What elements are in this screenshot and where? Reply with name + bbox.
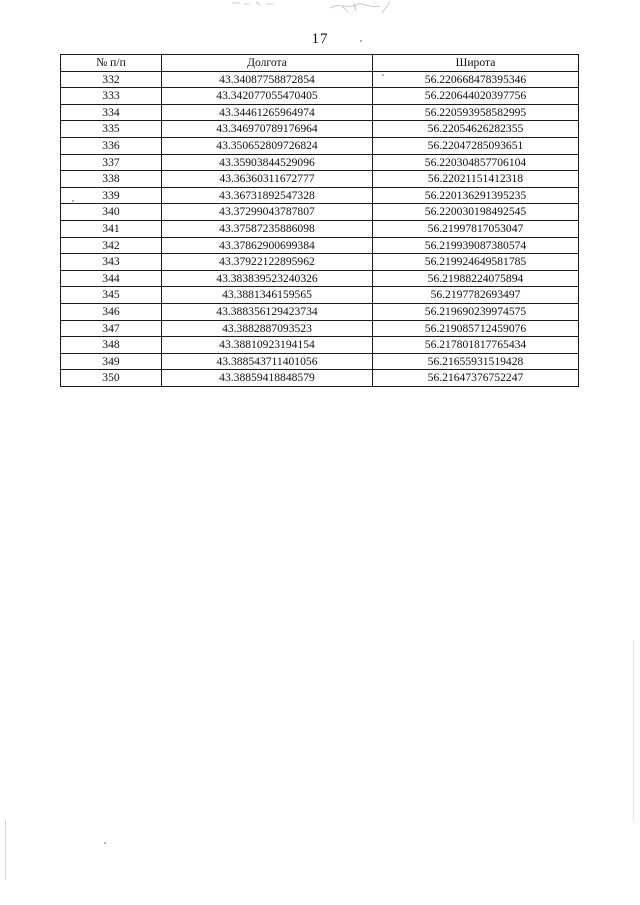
- cell-number: 334: [61, 104, 162, 121]
- cell-number: 348: [61, 337, 162, 354]
- cell-longitude: 43.37862900699384: [162, 237, 373, 254]
- cell-longitude: 43.37587235886098: [162, 220, 373, 237]
- table-row: [61, 204, 579, 221]
- cell-number: 338: [61, 171, 162, 188]
- cell-longitude: 43.36360311672777: [162, 171, 373, 188]
- scan-edge-artifact: [5, 820, 6, 880]
- cell-number: 344: [61, 270, 162, 287]
- cell-latitude: 56.220304857706104: [373, 154, 579, 171]
- cell-longitude: 43.3882887093523: [162, 320, 373, 337]
- cell-longitude: 43.342077055470405: [162, 88, 373, 105]
- cell-latitude: 56.220644020397756: [373, 88, 579, 105]
- cell-latitude: 56.219690239974575: [373, 303, 579, 320]
- cell-longitude: 43.350652809726824: [162, 137, 373, 154]
- cell-number: 336: [61, 137, 162, 154]
- table-header-row: [61, 55, 579, 72]
- cell-latitude: 56.219085712459076: [373, 320, 579, 337]
- cell-longitude: 43.383839523240326: [162, 270, 373, 287]
- table-row: [61, 137, 579, 154]
- cell-longitude: 43.37299043787807: [162, 204, 373, 221]
- cell-longitude: 43.34461265964974: [162, 104, 373, 121]
- cell-latitude: 56.21647376752247: [373, 370, 579, 387]
- table-row: [61, 303, 579, 320]
- scan-edge-artifact: [633, 640, 634, 820]
- cell-number: 337: [61, 154, 162, 171]
- scan-artifact: [230, 0, 410, 14]
- cell-longitude: 43.34087758872854: [162, 71, 373, 88]
- table-row: [61, 254, 579, 271]
- coordinates-table: [60, 54, 579, 387]
- table-row: [61, 171, 579, 188]
- scan-speck: [360, 40, 362, 42]
- table-row: [61, 187, 579, 204]
- table-row: [61, 237, 579, 254]
- cell-number: 347: [61, 320, 162, 337]
- table-row: [61, 353, 579, 370]
- cell-longitude: 43.388356129423734: [162, 303, 373, 320]
- table-row: [61, 270, 579, 287]
- cell-longitude: 43.35903844529096: [162, 154, 373, 171]
- cell-number: 342: [61, 237, 162, 254]
- cell-latitude: 56.219924649581785: [373, 254, 579, 271]
- cell-longitude: 43.38859418848579: [162, 370, 373, 387]
- cell-latitude: 56.21655931519428: [373, 353, 579, 370]
- cell-latitude: 56.22021151412318: [373, 171, 579, 188]
- cell-number: 333: [61, 88, 162, 105]
- scan-speck: [104, 842, 106, 844]
- cell-number: 349: [61, 353, 162, 370]
- cell-latitude: 56.219939087380574: [373, 237, 579, 254]
- table-row: [61, 88, 579, 105]
- table-row: [61, 104, 579, 121]
- cell-latitude: 56.2206684783953​46: [373, 71, 579, 88]
- cell-latitude: 56.22047285093651: [373, 137, 579, 154]
- table-row: [61, 320, 579, 337]
- cell-number: 332: [61, 71, 162, 88]
- cell-latitude: 56.220593958582995: [373, 104, 579, 121]
- cell-latitude: 56.2197782693497: [373, 287, 579, 304]
- cell-number: 345: [61, 287, 162, 304]
- table-row: [61, 370, 579, 387]
- cell-number: 343: [61, 254, 162, 271]
- cell-number: 346: [61, 303, 162, 320]
- table-row: [61, 71, 579, 88]
- cell-longitude: 43.346970789176964: [162, 121, 373, 138]
- cell-latitude: 56.217801817765434: [373, 337, 579, 354]
- cell-latitude: 56.22054626282355: [373, 121, 579, 138]
- cell-latitude: 56.220136291395235: [373, 187, 579, 204]
- cell-longitude: 43.388543711401056: [162, 353, 373, 370]
- table-row: [61, 287, 579, 304]
- cell-latitude: 56.220030198492545: [373, 204, 579, 221]
- table-row: [61, 220, 579, 237]
- scan-speck: [382, 74, 384, 76]
- cell-longitude: 43.3881346159565: [162, 287, 373, 304]
- cell-number: 340: [61, 204, 162, 221]
- cell-latitude: 56.21997817053047: [373, 220, 579, 237]
- cell-latitude: 56.21988224075894: [373, 270, 579, 287]
- column-header-longitude: Долгота: [162, 55, 373, 72]
- table-row: [61, 121, 579, 138]
- cell-number: 339: [61, 187, 162, 204]
- cell-longitude: 43.36731892547328: [162, 187, 373, 204]
- cell-number: 350: [61, 370, 162, 387]
- table-row: [61, 154, 579, 171]
- cell-longitude: 43.38810923194154: [162, 337, 373, 354]
- table-row: [61, 337, 579, 354]
- page-number: 17: [311, 31, 329, 47]
- column-header-number: № п/п: [61, 55, 162, 72]
- column-header-latitude: Широта: [373, 55, 579, 72]
- cell-number: 335: [61, 121, 162, 138]
- cell-number: 341: [61, 220, 162, 237]
- scan-speck: [72, 200, 74, 202]
- cell-longitude: 43.37922122895962: [162, 254, 373, 271]
